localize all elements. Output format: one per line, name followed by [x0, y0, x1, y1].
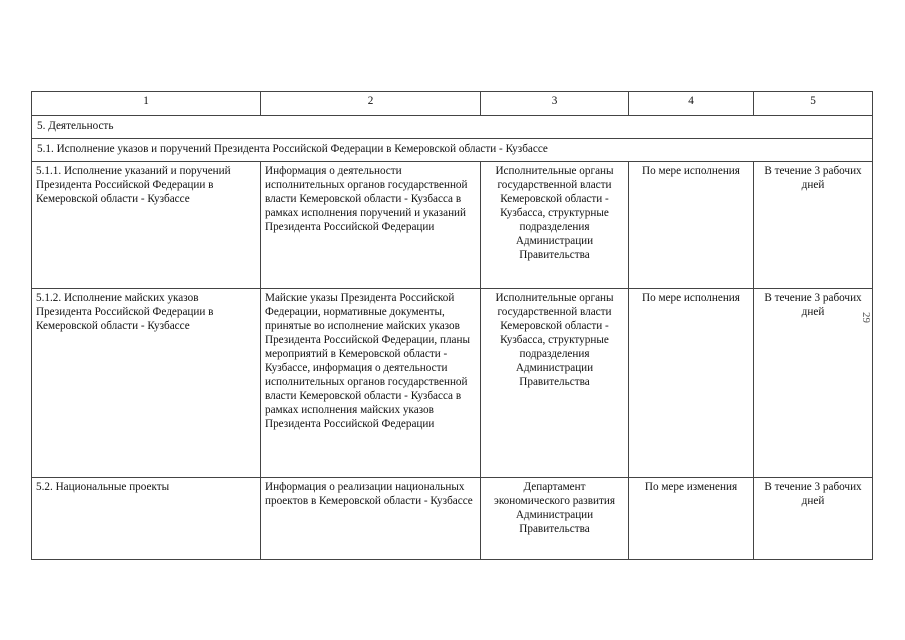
table-row — [32, 478, 873, 560]
row-deadline: В течение 3 рабочих дней — [754, 162, 873, 289]
page-number: 29 — [860, 312, 872, 323]
table-row — [32, 289, 873, 478]
row-deadline: В течение 3 рабочих дней — [754, 478, 873, 560]
column-header-2: 2 — [261, 92, 481, 116]
column-header-5: 5 — [754, 92, 873, 116]
row-item-name: 5.1.2. Исполнение майских указов Президента Российской Федерации в Кемеровской области - Кузбассе — [32, 289, 261, 478]
subsection-title-row — [32, 139, 873, 162]
table-row — [32, 162, 873, 289]
row-item-name: 5.2. Национальные проекты — [32, 478, 261, 560]
row-update-frequency: По мере изменения — [629, 478, 754, 560]
column-header-4: 4 — [629, 92, 754, 116]
row-information: Майские указы Президента Российской Федерации, нормативные документы, принятые во исполнение майских указов Президента Российской Федерации, планы мероприятий в Кемеровской области - Кузбассе, информация о деятельности исполнительных органов государственной власти Кемеровской области - Кузбасса в рамках исполнения майских указов Президента Российской Федерации — [261, 289, 481, 478]
row-update-frequency: По мере исполнения — [629, 289, 754, 478]
information-table — [31, 91, 873, 560]
row-information: Информация о деятельности исполнительных органов государственной власти Кемеровской области - Кузбасса в рамках исполнения поручений и указаний Президента Российской Федерации — [261, 162, 481, 289]
row-responsible: Исполнительные органы государственной власти Кемеровской области - Кузбасса, структурные подразделения Администрации Правительства — [481, 162, 629, 289]
row-update-frequency: По мере исполнения — [629, 162, 754, 289]
table-header-row — [32, 92, 873, 116]
row-responsible: Департамент экономического развития Администрации Правительства — [481, 478, 629, 560]
column-header-3: 3 — [481, 92, 629, 116]
row-responsible: Исполнительные органы государственной власти Кемеровской области - Кузбасса, структурные подразделения Администрации Правительства — [481, 289, 629, 478]
row-information: Информация о реализации национальных проектов в Кемеровской области - Кузбассе — [261, 478, 481, 560]
row-item-name: 5.1.1. Исполнение указаний и поручений Президента Российской Федерации в Кемеровской области - Кузбассе — [32, 162, 261, 289]
section-title: 5. Деятельность — [32, 116, 873, 139]
column-header-1: 1 — [32, 92, 261, 116]
subsection-title: 5.1. Исполнение указов и поручений Президента Российской Федерации в Кемеровской области - Кузбассе — [32, 139, 873, 162]
row-deadline: В течение 3 рабочих дней — [754, 289, 873, 478]
section-title-row — [32, 116, 873, 139]
